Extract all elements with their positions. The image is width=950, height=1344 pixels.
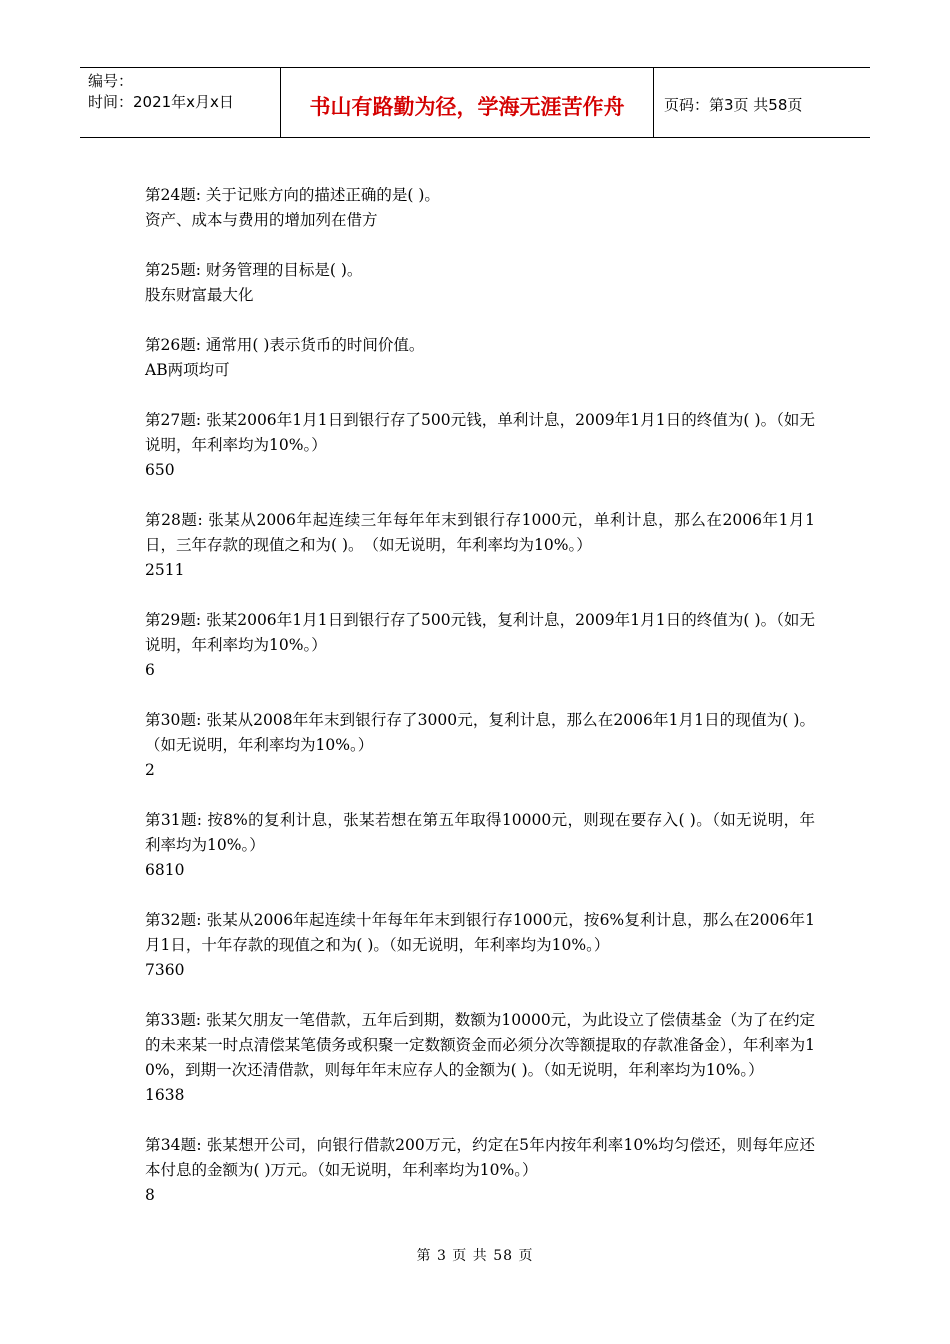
question-text: 第34题: 张某想开公司，向银行借款200万元，约定在5年内按年利率10%均匀偿还，则每年应还本付息的金额为( )万元。（如无说明，年利率均为10%。） bbox=[145, 1136, 815, 1179]
header-page-label: 页码：第3页 共58页 bbox=[664, 96, 803, 114]
question-item bbox=[145, 508, 815, 583]
answer-text: 7360 bbox=[145, 961, 185, 979]
question-text: 第28题: 张某从2006年起连续三年每年年末到银行存1000元，单利计息，那么在2006年1月1日，三年存款的现值之和为( )。 （如无说明，年利率均为10%。） bbox=[145, 511, 815, 554]
question-text: 第25题: 财务管理的目标是( )。 bbox=[145, 261, 363, 279]
answer-text: 2 bbox=[145, 761, 155, 779]
number-label: 编号： bbox=[88, 72, 134, 90]
answer-text: 8 bbox=[145, 1186, 155, 1204]
question-item bbox=[145, 908, 815, 983]
question-item bbox=[145, 1133, 815, 1208]
answer-text: 6 bbox=[145, 661, 155, 679]
question-item bbox=[145, 333, 815, 383]
header-info-cell bbox=[80, 68, 281, 137]
question-text: 第24题: 关于记账方向的描述正确的是( )。 bbox=[145, 186, 440, 204]
answer-text: 2511 bbox=[145, 561, 185, 579]
question-item bbox=[145, 258, 815, 308]
question-text: 第27题: 张某2006年1月1日到银行存了500元钱，单利计息，2009年1月1日的终值为( )。（如无说明，年利率均为10%。） bbox=[145, 411, 815, 454]
answer-text: 股东财富最大化 bbox=[145, 286, 254, 304]
question-text: 第29题: 张某2006年1月1日到银行存了500元钱，复利计息，2009年1月1日的终值为( )。（如无说明，年利率均为10%。） bbox=[145, 611, 815, 654]
time-label: 时间：2021年x月x日 bbox=[88, 93, 234, 111]
answer-text: 650 bbox=[145, 461, 175, 479]
answer-text: 6810 bbox=[145, 861, 185, 879]
question-text: 第33题: 张某欠朋友一笔借款，五年后到期，数额为10000元，为此设立了偿债基金（为了在约定的未来某一时点清偿某笔债务或积聚一定数额资金而必须分次等额提取的存款准备金），年利率为10%，到期一次还清借款，则每年年末应存人的金额为( )。（如无说明，年利率均为10%。） bbox=[145, 1011, 815, 1079]
header-motto: 书山有路勤为径，学海无涯苦作舟 bbox=[281, 68, 654, 137]
question-text: 第30题: 张某从2008年年末到银行存了3000元，复利计息，那么在2006年1月1日的现值为( )。（如无说明，年利率均为10%。） bbox=[145, 711, 815, 754]
answer-text: 1638 bbox=[145, 1086, 185, 1104]
question-text: 第32题: 张某从2006年起连续十年每年年末到银行存1000元，按6%复利计息，那么在2006年1月1日，十年存款的现值之和为( )。（如无说明，年利率均为10%。） bbox=[145, 911, 815, 954]
question-item bbox=[145, 808, 815, 883]
page-footer: 第 3 页 共 58 页 bbox=[416, 1248, 534, 1264]
question-item bbox=[145, 1008, 815, 1108]
question-item bbox=[145, 708, 815, 783]
answer-text: AB两项均可 bbox=[145, 361, 230, 379]
question-item bbox=[145, 408, 815, 483]
page-header bbox=[80, 67, 870, 138]
question-item bbox=[145, 608, 815, 683]
question-text: 第31题: 按8%的复利计息，张某若想在第五年取得10000元，则现在要存入( )。（如无说明，年利率均为10%。） bbox=[145, 811, 815, 854]
question-text: 第26题: 通常用( )表示货币的时间价值。 bbox=[145, 336, 425, 354]
question-list bbox=[145, 183, 815, 1233]
question-item bbox=[145, 183, 815, 233]
answer-text: 资产、成本与费用的增加列在借方 bbox=[145, 211, 378, 229]
